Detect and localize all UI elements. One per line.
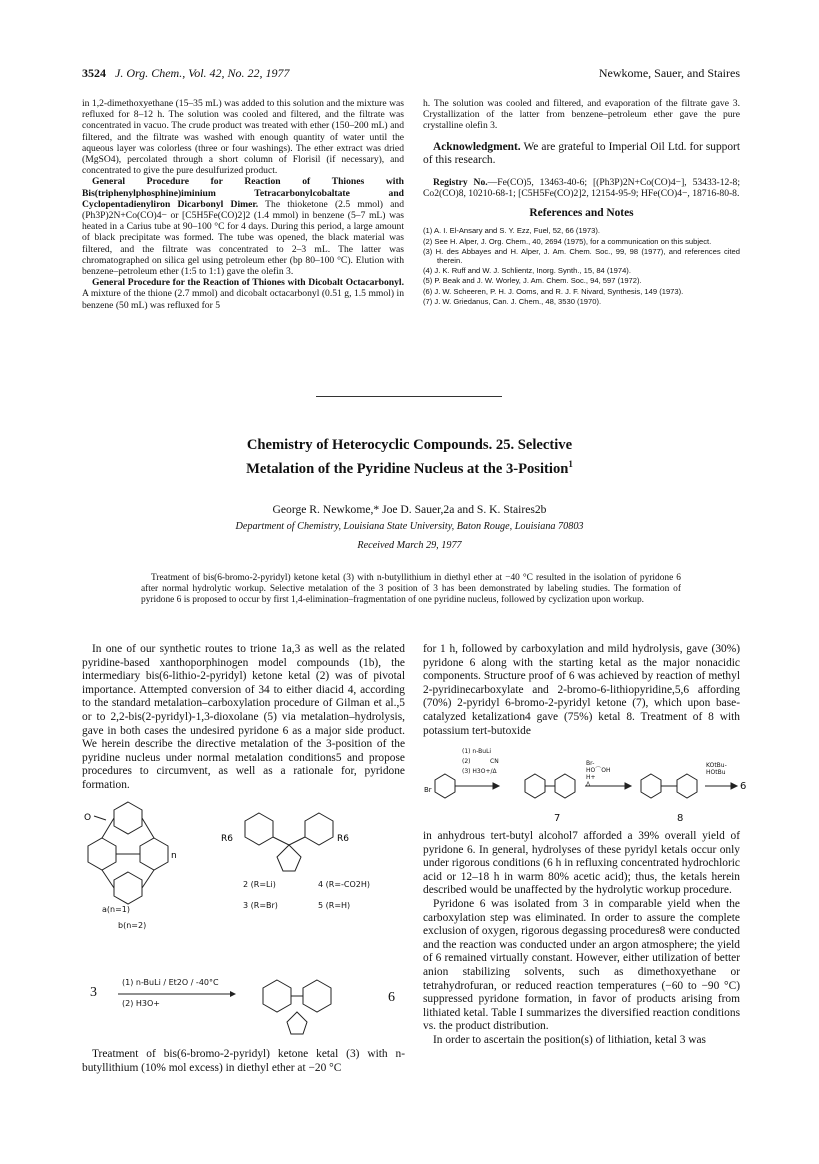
reference-item: (5) P. Beak and J. W. Worley, J. Am. Chem. Soc., 94, 597 (1972).: [423, 276, 642, 286]
atom-label: R6: [221, 834, 233, 844]
scheme4-condition: KOtBu- HOtBu: [706, 762, 727, 776]
scheme3-start: 3: [90, 985, 97, 1000]
paragraph: in 1,2-dimethoxyethane (15–35 mL) was added to this solution and the mixture was refluxed for 8–12 h. The solution was cooled and filtered, and the filtrate was concentrated in vacuo. The crude product was treated with ether (150–200 mL) and filtered, and the filtrate was washed with enough quantity of water until the aqueous layer was colorless (three or four washings). The ether extract was dried (MgSO4), percolated through a short column of Florisil (if necessary), and concentrated to give the pure desulfurized product.: [82, 98, 404, 177]
page-header: [82, 66, 290, 81]
paragraph: in anhydrous tert-butyl alcohol7 afforded a 39% overall yield of pyridone 6. In general, hydrolyses of these pyridyl ketals occur only under rigorous conditions (6 h in refluxing concentrated hydrochloric acid or 12–18 h in warm 80% acetic acid); thus, the ketals herein described would be unaffected by the hydrolytic workup procedure.: [423, 830, 740, 897]
article-title: [0, 436, 819, 478]
reference-item: (6) J. W. Scheeren, P. H. J. Ooms, and R. J. F. Nivard, Synthesis, 149 (1973).: [423, 286, 684, 296]
reference-item: (4) J. K. Ruff and W. J. Schlientz, Inorg. Synth., 15, 84 (1974).: [423, 266, 631, 276]
scheme4-condition: (2): [462, 758, 471, 765]
references-list: [423, 226, 740, 306]
pyridone-6-drawing: [255, 966, 360, 1038]
scheme4-product: 6: [740, 781, 747, 792]
body-right-column: [423, 643, 740, 738]
label-7: 7: [554, 813, 561, 824]
body-left-column-continued: [82, 1048, 405, 1075]
scheme4-condition: Br- HO⌒OH H+ Δ: [586, 760, 611, 788]
journal-citation: J. Org. Chem., Vol. 42, No. 22, 1977: [115, 66, 290, 80]
paragraph: Pyridone 6 was isolated from 3 in comparable yield when the carboxylation step was eliminated. In order to assure the complete exclusion of oxygen, rigorous degassing procedures8 were conducted and the reaction was conducted under an argon atmosphere; the yield of 6 remained virtually constant. However, either utilization of better anion stabilizing solvents, such as dimethoxyethane or tetrahydrofuran, or reduced reaction temperatures (−60 to −90 °C) suppressed pyridone formation, in favor of products arising from lithiated ketal. Table I summarizes the diversified reaction conditions vs. the product distribution.: [423, 897, 740, 1033]
paragraph: In one of our synthetic routes to trione 1a,3 as well as the related pyridine-based xanthoporphinogen model compounds (1b), the intermediary bis(6-lithio-2-pyridyl) ketone ketal (2) was of pivotal importance. Attempted conversion of 34 to either diacid 4, according to the standard metalation–carboxylation procedure of Gilman et al.,5 or to 2,2-bis(2-pyridyl)-1,3-dioxolane (5) via metalation–hydrolysis, gave in both cases the undesired pyridone 6 as a major side product. We herein describe the directive metalation of the 3-position of the pyridine nucleus under normal metalation conditions5 and propose procedures to circumvent, as well as a rationale for, pyridone formation.: [82, 643, 405, 791]
title-line: Chemistry of Heterocyclic Compounds. 25. Selective: [246, 437, 573, 453]
atom-label: R6: [337, 834, 349, 844]
scheme3-product: 6: [388, 990, 395, 1005]
header-authors: Newkome, Sauer, and Staires: [598, 66, 740, 80]
reference-item: (3) H. des Abbayes and H. Alper, J. Am. Chem. Soc., 99, 98 (1977), and references cited therein.: [423, 246, 740, 266]
reference-item: (1) A. I. El-Ansary and S. Y. Ezz, Fuel, 52, 66 (1973).: [423, 226, 600, 236]
scheme4-condition: (3) H3O+/Δ: [462, 768, 497, 775]
paragraph: In order to ascertain the position(s) of lithiation, ketal 3 was: [433, 1033, 706, 1046]
title-line: Metalation of the Pyridine Nucleus at the 3-Position$^1$: [246, 458, 573, 477]
paragraph: General Procedure for the Reaction of Thiones with Dicobalt Octacarbonyl. A mixture of the thione (2.7 mmol) and dicobalt octacarbonyl (0.51 g, 1.5 mmol) in benzene (50 mL) was refluxed for 5: [82, 277, 404, 311]
reference-item: (2) See H. Alper, J. Org. Chem., 40, 2694 (1975), for a communication on this subject.: [423, 236, 712, 246]
label-1a: a(n=1): [102, 905, 131, 914]
structure-2-5-drawing: [219, 805, 364, 880]
abstract: Treatment of bis(6-bromo-2-pyridyl) ketone ketal (3) with n-butyllithium in diethyl ether at −40 °C resulted in the isolation of pyridone 6 after normal hydrolytic workup. Selective metalation of the 3 position of 3 has been demonstrated by labeling studies. The formation of pyridone 6 is proposed to occur by first 1,4-elimination–fragmentation of one pyridine nucleus, followed by cyclization upon workup.: [141, 573, 681, 606]
paragraph: General Procedure for Reaction of Thiones with Bis(triphenylphosphine)iminium Tetracarbonylcobaltate and Cyclopentadienyliron Dicarbonyl Dimer. The thioketone (2.5 mmol) and (Ph3P)2N+Co(CO)4− or [C5H5Fe(CO)2]2 (1.4 mmol) in benzene (5–7 mL) was heated in a Carius tube at 90–100 °C for 4 days. During this period, a large amount of black precipitate was formed. The tube was opened, the black material was filtered, and the filtrate was concentrated to 2–3 mL. The latter was chromatographed on silica gel using petroleum ether (bp 80–100 °C). Elution with benzene–petroleum ether (1:5 to 1:1) gave the olefin 3.: [82, 176, 404, 278]
scheme4-reagent: CN: [490, 758, 499, 765]
label-5: 5 (R=H): [318, 901, 351, 910]
atom-label: n: [171, 851, 177, 861]
article-authors: George R. Newkome,* Joe D. Sauer,2a and S. K. Staires2b: [272, 503, 547, 516]
scheme3-condition: (1) n-BuLi / Et2O / -40°C: [122, 978, 219, 987]
body-left-column: [82, 643, 405, 793]
scheme4-condition: (1) n-BuLi: [462, 748, 492, 755]
atom-label: O: [84, 813, 92, 823]
section-divider: [316, 396, 502, 397]
paragraph: Treatment of bis(6-bromo-2-pyridyl) ketone ketal (3) with n-butyllithium (10% mol excess) in diethyl ether at −20 °C: [82, 1048, 405, 1074]
structure-1-drawing: [82, 792, 177, 907]
page-number: 3524: [82, 66, 106, 80]
label-3: 3 (R=Br): [243, 901, 278, 910]
received-date: Received March 29, 1977: [357, 540, 462, 551]
prev-article-right-column: [423, 98, 740, 307]
label-1b: b(n=2): [118, 921, 147, 930]
affiliation: Department of Chemistry, Louisiana State University, Baton Rouge, Louisiana 70803: [235, 521, 584, 532]
reference-item: (7) J. W. Griedanus, Can. J. Chem., 48, 3530 (1970).: [423, 296, 602, 306]
prev-article-left-column: [82, 98, 404, 311]
atom-label: Br: [424, 786, 432, 794]
scheme-4-drawing: [423, 748, 743, 818]
references-heading: References and Notes: [529, 207, 634, 220]
paragraph: for 1 h, followed by carboxylation and mild hydrolysis, gave (30%) pyridone 6 along with the starting ketal as the major nonacidic components. Structure proof of 6 was achieved by reaction of methyl 2-pyridinecarboxylate and 2-bromo-6-lithiopyridine,5,6 affording (70%) 2-pyridyl 6-bromo-2-pyridyl ketone (7), which upon base-catalyzed ketalization4 gave (75%) ketal 8. Treatment of 8 with potassium tert-butoxide: [423, 643, 740, 737]
body-right-column-continued: [423, 830, 740, 1048]
reaction-arrow: [118, 990, 236, 998]
label-4: 4 (R=-CO2H): [318, 880, 371, 889]
acknowledgment: Acknowledgment. We are grateful to Imperial Oil Ltd. for support of this research.: [423, 140, 740, 167]
scheme3-condition: (2) H3O+: [122, 999, 160, 1008]
registry-numbers: Registry No.—Fe(CO)5, 13463-40-6; [(Ph3P)2N+Co(CO)4−], 53433-12-8; Co2(CO)8, 10210-68-1; [C5H5Fe(CO)2]2, 12154-95-9; HFe(CO)4−, 18716-80-8.: [423, 176, 740, 199]
label-2: 2 (R=Li): [243, 880, 276, 889]
label-8: 8: [677, 813, 684, 824]
paragraph: h. The solution was cooled and filtered, and evaporation of the filtrate gave 3. Crystallization of the latter from benzene–petroleum ether gave the pure crystalline olefin 3.: [423, 98, 740, 132]
